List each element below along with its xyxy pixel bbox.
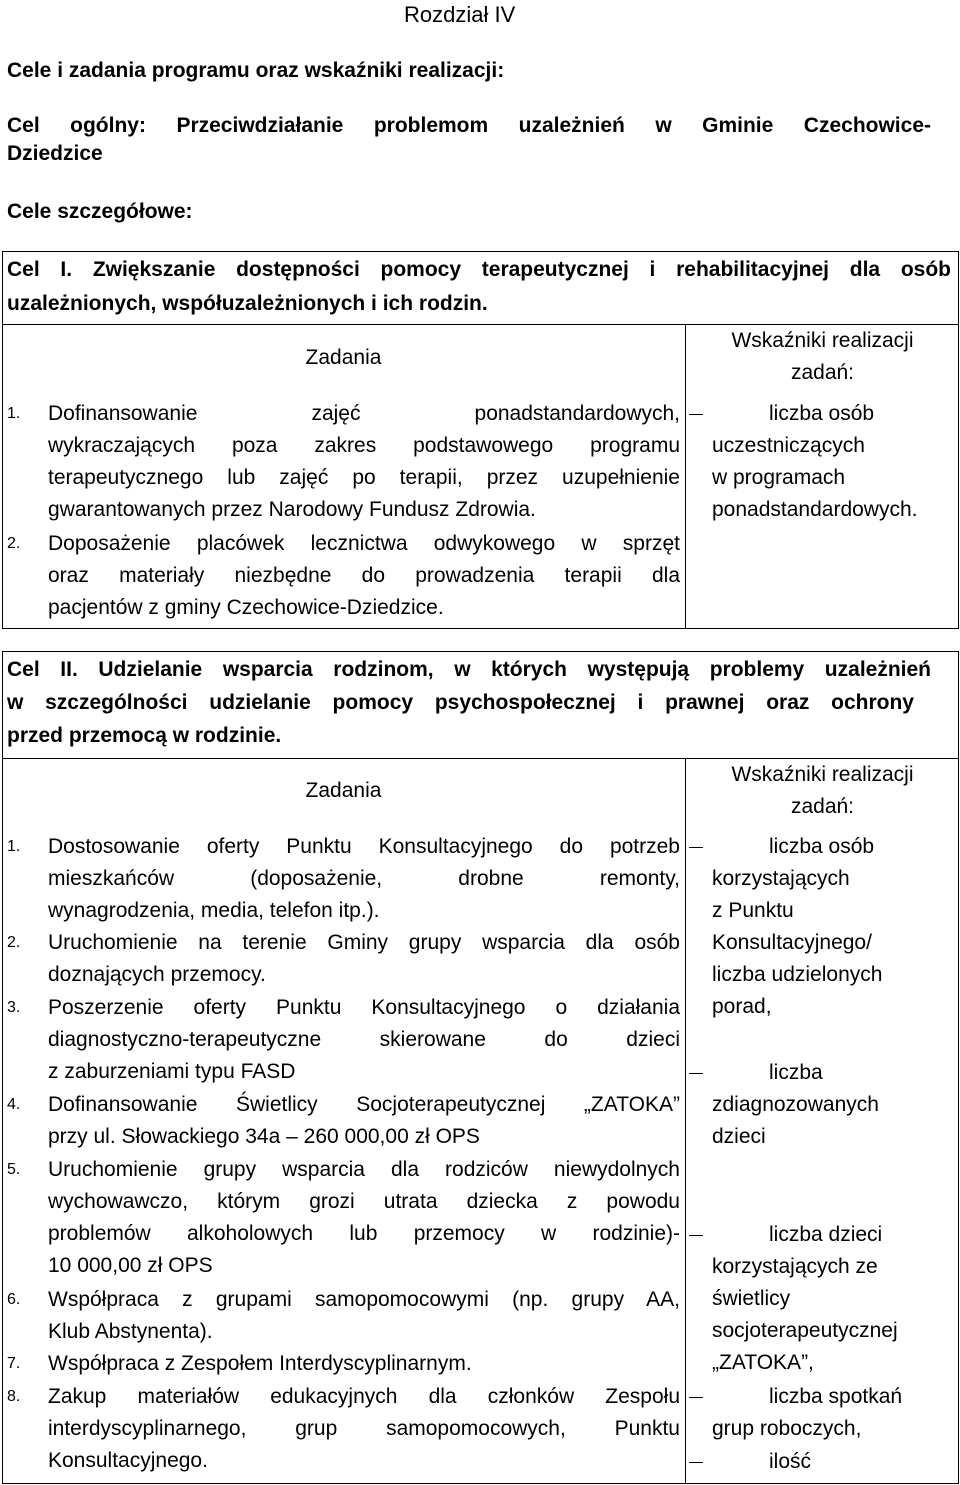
task-line: doznających przemocy. [48,963,266,986]
goal2-task-number: 6. [7,1291,21,1308]
goal1-title [7,257,951,283]
task-line: Doposażenie placówek lecznictwa odwykowego w sprzęt [48,532,680,555]
task-line: gwarantowanych przez Narodowy Fundusz Zdrowia. [48,498,536,521]
indicator-line: świetlicy [712,1287,791,1310]
goal1-indicator [712,398,952,526]
task-line: problemów alkoholowych lub przemocy w rodzinie)- [48,1222,680,1245]
indicator-line: w programach [712,466,846,489]
task-line: Współpraca z Zespołem Interdyscyplinarnym. [48,1352,472,1375]
general-goal-line1: Cel ogólny: Przeciwdziałanie problemom uzależnień w Gminie Czechowice- [7,114,931,137]
goal2-task-number: 5. [7,1161,21,1178]
task-line: Współpraca z grupami samopomocowymi (np. grupy AA, [48,1288,680,1311]
indicator-line: ponadstandardowych. [712,498,918,521]
indicator-line: uczestniczących [712,434,865,457]
task-line: diagnostyczno-terapeutyczne skierowane do dzieci [48,1028,680,1051]
indicator-line: liczba udzielonych [712,963,883,986]
goal2-header-indicators-line1: Wskaźniki realizacji [731,763,914,786]
goal2-task-number: 1. [7,838,21,855]
goal2-title [7,657,931,683]
bullet-dash-icon [689,847,703,848]
indicator-line: dzieci [712,1125,766,1148]
goal1-title-line1: Cel I. Zwiększanie dostępności pomocy terapeutycznej i rehabilitacyjnej dla osób [7,258,951,281]
task-line: z zaburzeniami typu FASD [48,1060,296,1083]
goal2-indicator [712,1381,952,1445]
indicator-line: liczba osób [769,835,875,858]
task-line: Konsultacyjnego. [48,1449,208,1472]
goal2-task-item [48,1284,680,1348]
goal2-indicator [712,1057,952,1153]
goal2-task-number: 3. [7,999,21,1016]
indicator-line: korzystających [712,867,850,890]
goal2-task-number: 7. [7,1355,21,1372]
general-goal-line2: Dziedzice [7,142,103,165]
indicator-line: liczba osób [769,402,875,425]
indicator-line: „ZATOKA”, [712,1351,814,1374]
indicator-line: ilość [769,1450,812,1473]
goal2-task-item [48,1154,680,1282]
indicator-line: liczba spotkań [769,1385,903,1408]
task-line: wychowawczo, którym grozi utrata dziecka z powodu [48,1190,680,1213]
goal1-task-number: 1. [7,405,21,422]
indicator-line: liczba [769,1061,823,1084]
general-goal [7,113,931,139]
goal1-header-indicators-line2: zadań: [790,361,855,384]
goal2-column-divider [685,758,686,1484]
goal2-header-tasks: Zadania [305,779,382,802]
goal2-task-number: 8. [7,1388,21,1405]
section-title: Cele i zadania programu oraz wskaźniki realizacji: [7,59,505,82]
task-line: Dostosowanie oferty Punktu Konsultacyjnego do potrzeb [48,835,680,858]
task-line: wynagrodzenia, media, telefon itp.). [48,899,380,922]
indicator-line: grup roboczych, [712,1417,862,1440]
task-line: interdyscyplinarnego, grup samopomocowych, Punktu [48,1417,680,1440]
goal1-title-divider [2,324,959,325]
goal2-task-number: 4. [7,1096,21,1113]
task-line: Poszerzenie oferty Punktu Konsultacyjnego o działania [48,996,680,1019]
task-line: pacjentów z gminy Czechowice-Dziedzice. [48,596,444,619]
goal2-title-line2: w szczególności udzielanie pomocy psychospołecznej i prawnej oraz ochrony [7,691,914,714]
goal2-task-number: 2. [7,934,21,951]
goal2-task-item [48,831,680,927]
goal2-task-item [48,1381,680,1477]
task-line: przy ul. Słowackiego 34a – 260 000,00 zł OPS [48,1125,480,1148]
task-line: terapeutycznego lub zajęć po terapii, przez uzupełnienie [48,466,680,489]
task-line: 10 000,00 zł OPS [48,1254,213,1277]
indicator-line: liczba dzieci [769,1223,883,1246]
task-line: Dofinansowanie zajęć ponadstandardowych, [48,402,680,425]
goal2-indicator [712,1446,952,1478]
goal1-task-item [48,528,680,624]
bullet-dash-icon [689,1462,703,1463]
goal1-header-indicators-line1: Wskaźniki realizacji [731,329,914,352]
indicator-line: zdiagnozowanych [712,1093,879,1116]
task-line: Uruchomienie grupy wsparcia dla rodziców niewydolnych [48,1158,680,1181]
bullet-dash-icon [689,1397,703,1398]
task-line: Dofinansowanie Świetlicy Socjoterapeutycznej „ZATOKA” [48,1093,680,1116]
task-line: Zakup materiałów edukacyjnych dla członków Zespołu [48,1385,680,1408]
goal2-title-divider [2,758,959,759]
goal2-task-item [48,927,680,991]
bullet-dash-icon [689,414,703,415]
task-line: Uruchomienie na terenie Gminy grupy wsparcia dla osób [48,931,680,954]
indicator-line: porad, [712,995,772,1018]
goal2-title-line2-wrap [7,690,914,716]
goal1-task-number: 2. [7,535,21,552]
task-line: Klub Abstynenta). [48,1320,213,1343]
goal2-task-item [48,1089,680,1153]
task-line: mieszkańców (doposażenie, drobne remonty, [48,867,680,890]
indicator-line: Konsultacyjnego/ [712,931,872,954]
goal2-title-line1: Cel II. Udzielanie wsparcia rodzinom, w których występują problemy uzależnień [7,658,931,681]
goal2-task-item [48,1348,680,1380]
indicator-line: socjoterapeutycznej [712,1319,898,1342]
goal1-title-line2: uzależnionych, współuzależnionych i ich rodzin. [7,292,488,315]
goal1-header-tasks: Zadania [305,346,382,369]
goal1-task-item [48,398,680,526]
goal2-task-item [48,992,680,1088]
goal2-indicator [712,1219,952,1379]
task-line: oraz materiały niezbędne do prowadzenia terapii dla [48,564,680,587]
chapter-title: Rozdział IV [404,2,516,27]
task-line: wykraczających poza zakres podstawowego programu [48,434,680,457]
goal2-title-line3: przed przemocą w rodzinie. [7,724,282,747]
indicator-line: z Punktu [712,899,794,922]
specific-goals-label: Cele szczegółowe: [7,200,193,223]
goal2-indicator [712,831,952,1023]
goal2-header-indicators-line2: zadań: [790,795,855,818]
bullet-dash-icon [689,1235,703,1236]
bullet-dash-icon [689,1073,703,1074]
indicator-line: korzystających ze [712,1255,878,1278]
